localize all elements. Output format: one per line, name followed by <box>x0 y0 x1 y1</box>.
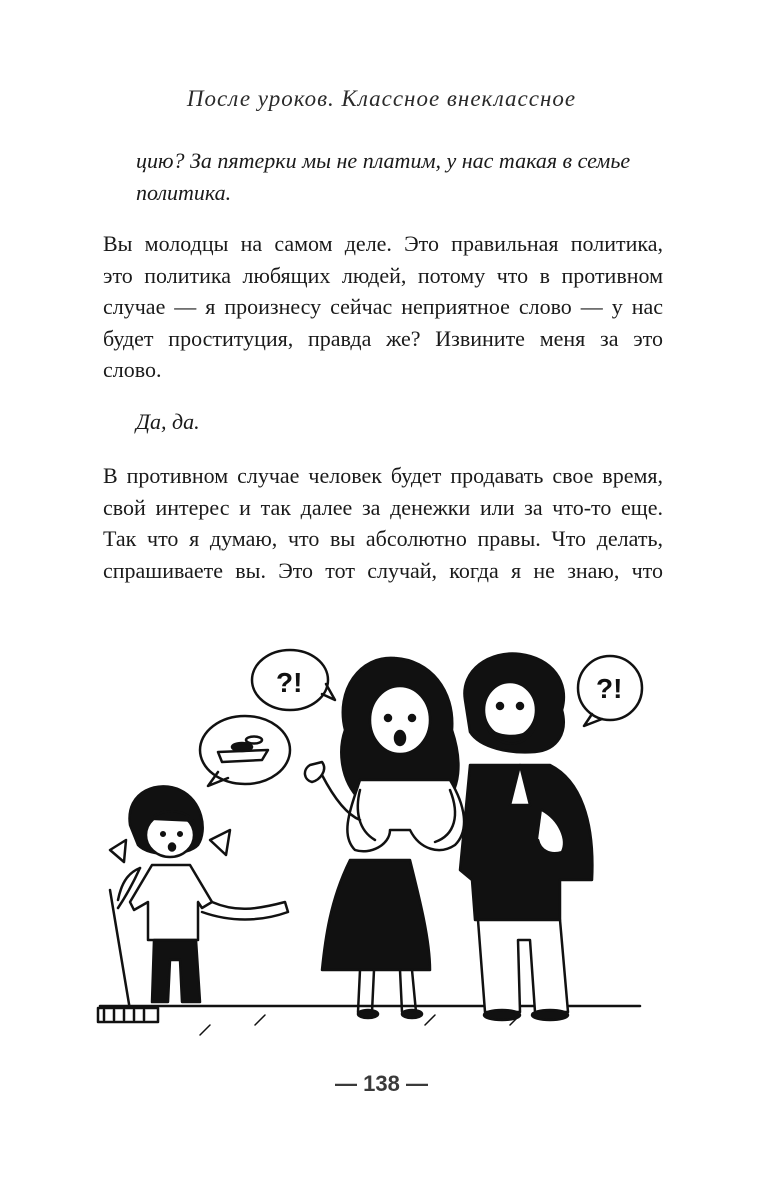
text-line: Вы молодцы на самом деле. Это правильная политика, <box>103 231 663 256</box>
child-figure <box>110 786 288 1002</box>
speech-bubble-right-text: ?! <box>596 673 623 704</box>
answer-paragraph-1 <box>103 228 663 386</box>
text-line: слово. <box>103 357 162 382</box>
text-line: цию? За пятерки мы не платим, у нас такая в семье <box>136 148 631 173</box>
question-paragraph-2 <box>136 406 696 438</box>
text-line: В противном случае человек будет продавать свое время, <box>103 463 663 488</box>
text-line: случае — я произнесу сейчас неприятное слово — у нас <box>103 294 663 319</box>
speech-bubble-left-text: ?! <box>276 667 303 698</box>
father-figure <box>460 653 592 1020</box>
thought-bubble-coins <box>200 716 290 786</box>
family-illustration <box>90 640 660 1040</box>
text-line: свой интерес и так далее за денежки или за что-то еще. <box>103 494 663 520</box>
answer-paragraph-2 <box>103 460 663 586</box>
text-line: спрашиваете вы. Это тот случай, когда я не знаю, что <box>103 557 663 583</box>
text-line: политика. <box>136 179 232 205</box>
running-head-title: После уроков. Классное внеклассное <box>186 86 577 111</box>
mother-figure <box>305 658 464 1018</box>
text-line: Так что я думаю, что вы абсолютно правы. Что делать, <box>103 526 663 551</box>
page-number: — 138 — <box>335 1071 428 1096</box>
text-line: это политика любящих людей, потому что в противном <box>103 262 663 288</box>
text-line: Да, да. <box>136 409 200 434</box>
question-paragraph-1 <box>136 145 631 208</box>
text-line: будет проституция, правда же? Извините меня за это <box>103 325 663 351</box>
